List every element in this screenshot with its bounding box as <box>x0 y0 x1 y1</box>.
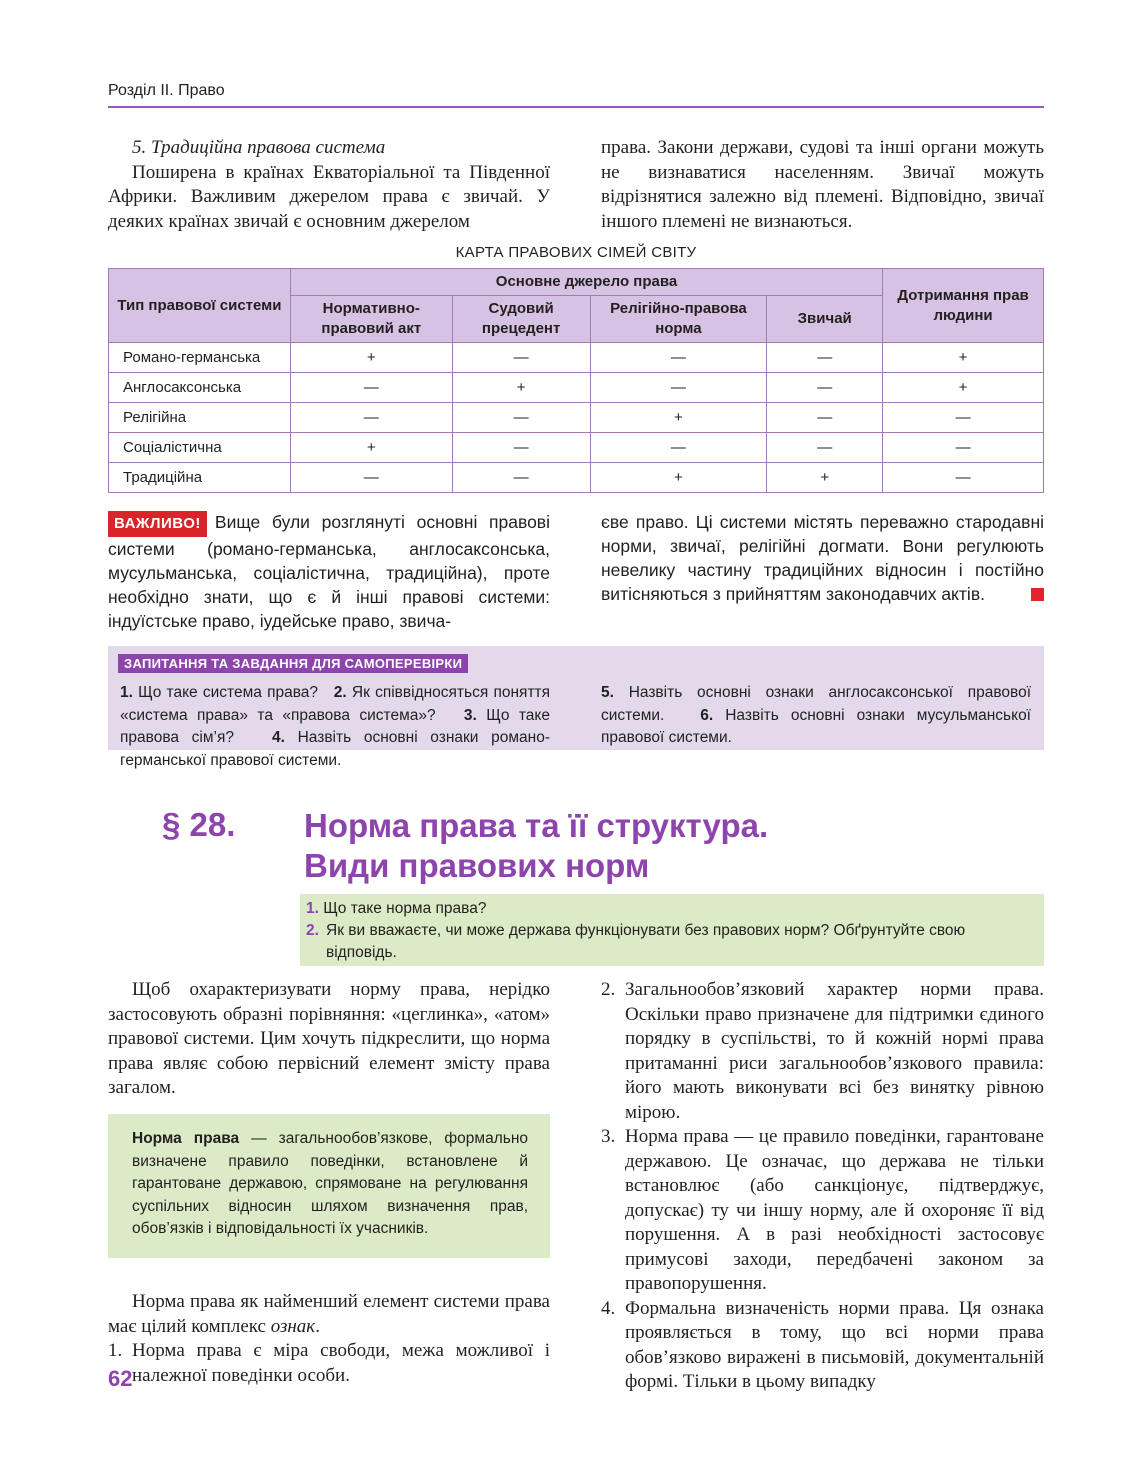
table-row <box>109 343 1044 373</box>
table-cell: — <box>290 463 452 493</box>
intro-left-column <box>108 136 550 234</box>
header-section-title: Розділ ІІ. Право <box>108 82 225 99</box>
important-right <box>601 510 1044 606</box>
table-cell: + <box>290 433 452 463</box>
body-left-column <box>108 978 550 1101</box>
selfcheck-num: 3. <box>463 706 477 724</box>
selfcheck-num: 6. <box>700 706 714 724</box>
sub-col-header: Релігійно-правова норма <box>590 296 767 343</box>
table-cell: + <box>767 463 883 493</box>
list-item <box>601 1297 1044 1395</box>
table-cell: — <box>767 403 883 433</box>
row-name: Романо-германська <box>109 343 291 373</box>
row-name: Традиційна <box>109 463 291 493</box>
selfcheck-question: Як співвідносяться поняття «система права» та «правова система»? <box>120 684 551 724</box>
legal-families-table <box>108 268 1044 493</box>
header-rule <box>108 106 1044 108</box>
section-title-line: Норма права та її структура. <box>304 807 769 844</box>
table-cell: + <box>590 403 767 433</box>
list-number: 1. <box>108 1340 123 1361</box>
col-header-group: Основне джерело права <box>290 269 882 296</box>
selfcheck-right <box>601 682 1031 750</box>
list-number: 3. <box>601 1126 616 1147</box>
table-cell: — <box>590 433 767 463</box>
table-row <box>109 373 1044 403</box>
important-left <box>108 510 550 633</box>
intro-right-text: права. Закони держави, судові та інші органи можуть не визнаватися населенням. Звичаї можуть відрізнятися залежно від племені. Відповідно, звичаї іншого племені не визнаються. <box>601 137 1044 232</box>
section-title-line: Види правових норм <box>304 847 650 884</box>
table-cell: + <box>883 373 1044 403</box>
body-emphasis: ознак <box>270 1315 316 1337</box>
running-header <box>108 82 1044 108</box>
table-cell: — <box>767 373 883 403</box>
question-item <box>306 898 1036 920</box>
table-cell: — <box>767 433 883 463</box>
selfcheck-box <box>108 646 1044 769</box>
question-text: Як ви вважаєте, чи може держава функціонувати без правових норм? Обґрунтуйте свою відповідь. <box>326 922 966 961</box>
selfcheck-left <box>120 682 550 772</box>
table-cell: — <box>290 403 452 433</box>
table-cell: — <box>452 403 590 433</box>
body-right-column <box>601 978 1044 1395</box>
col-header-rights: Дотримання прав людини <box>883 269 1044 343</box>
list-text: Формальна визначеність норми права. Ця ознака проявляється в тому, що всі норми права обов’язково виражені в письмовій, документальній формі. Тільки в цьому випадку <box>625 1297 1044 1392</box>
table-cell: — <box>590 373 767 403</box>
body-paragraph <box>108 1290 550 1339</box>
table-cell: + <box>590 463 767 493</box>
table-cell: — <box>767 343 883 373</box>
sub-col-header: Нормативно-правовий акт <box>290 296 452 343</box>
section-number: § 28. <box>162 806 236 843</box>
section-title <box>304 806 768 886</box>
important-left-text: Вище були розглянуті основні правові системи (романо-германська, англосаксонська, мусульманська, соціалістична, традиційна), проте необхідно знати, що є й інші правові системи: індуїстське право, іудейське право, звича- <box>108 512 550 631</box>
sub-col-header: Судовий прецедент <box>452 296 590 343</box>
list-text: Загальнообов’язковий характер норми права. Оскільки право призначене для підтримки єдиного порядку в суспільстві, то й кожній нормі права притаманні риси загальнообов’язкового правила: його мають виконувати всі без винятку рівною мірою. <box>625 979 1044 1123</box>
definition-text <box>132 1128 528 1241</box>
subheading-traditional-system: 5. Традиційна правова система <box>132 137 386 158</box>
table-cell: — <box>290 373 452 403</box>
body-text: . <box>315 1315 320 1337</box>
table-cell: — <box>452 343 590 373</box>
list-text: Норма права — це правило поведінки, гарантоване державою. Це означає, що держава не тільки встановлює (або санкціонує, підтверджує, допускає) ту чи іншу норму, але й охороняє її від порушення. А в разі необхідності застосовує примусові заходи, передбачені законом за правопорушення. <box>625 1126 1044 1294</box>
list-number: 2. <box>601 979 616 1000</box>
table-row <box>109 403 1044 433</box>
selfcheck-question: Що таке система права? <box>138 684 319 701</box>
row-name: Соціалістична <box>109 433 291 463</box>
question-number: 2. <box>306 922 319 939</box>
selfcheck-num: 1. <box>120 684 133 701</box>
table-cell: + <box>883 343 1044 373</box>
definition-term: Норма права <box>132 1130 240 1147</box>
selfcheck-num: 5. <box>601 684 614 701</box>
definition-body: — загальнообов’язкове, формально визначене правило поведінки, встановлене й гарантоване державою, спрямоване на регулювання суспільних відносин шляхом визначення прав, обов’язків і відповідальності їх учасників. <box>132 1130 528 1237</box>
question-number: 1. <box>306 900 319 917</box>
row-name: Релігійна <box>109 403 291 433</box>
table-cell: — <box>883 433 1044 463</box>
list-text: Норма права є міра свободи, межа можливої і належної поведінки особи. <box>132 1340 550 1386</box>
selfcheck-question: Що таке правова сім’я? <box>120 706 550 746</box>
intro-left-text: Поширена в країнах Екваторіальної та Південної Африки. Важливим джерелом права є звичай. У деяких країнах звичай є основним джерелом <box>108 161 550 232</box>
selfcheck-question: Назвіть основні ознаки мусульманської правової системи. <box>601 706 1031 746</box>
table-cell: — <box>452 463 590 493</box>
body-left-lower <box>108 1290 550 1388</box>
definition-box <box>108 1114 550 1258</box>
selfcheck-num: 2. <box>333 684 347 701</box>
table-row <box>109 433 1044 463</box>
body-paragraph: Щоб охарактеризувати норму права, нерідко застосовують образні порівняння: «цеглинка», «атом» правової системи. Цим хочуть підкреслити, що норма права являє собою первісний елемент змісту права загалом. <box>108 979 550 1098</box>
list-number: 4. <box>601 1297 616 1319</box>
table-title: КАРТА ПРАВОВИХ СІМЕЙ СВІТУ <box>455 244 697 261</box>
important-right-text: єве право. Ці системи містять переважно стародавні норми, звичаї, релігійні догмати. Вони регулюють невелику частину традиційних відносин і постійно витісняються з прийняттям законодавчих актів. <box>601 512 1044 604</box>
list-item <box>601 1125 1044 1297</box>
question-item <box>306 920 1036 964</box>
list-item <box>108 1339 550 1388</box>
table-row <box>109 463 1044 493</box>
sub-col-header: Звичай <box>767 296 883 343</box>
question-text: Що таке норма права? <box>323 900 487 917</box>
table-cell: + <box>290 343 452 373</box>
table-cell: — <box>883 463 1044 493</box>
page-number: 62 <box>108 1366 133 1391</box>
intro-right-column <box>601 136 1044 234</box>
selfcheck-num: 4. <box>271 729 285 746</box>
list-item <box>601 978 1044 1125</box>
selfcheck-question: Назвіть основні ознаки англосаксонської правової системи. <box>601 684 1031 724</box>
table-cell: — <box>883 403 1044 433</box>
table-cell: — <box>590 343 767 373</box>
table-cell: — <box>452 433 590 463</box>
col-header-type: Тип правової системи <box>109 269 291 343</box>
table-cell: + <box>452 373 590 403</box>
selfcheck-title: ЗАПИТАННЯ ТА ЗАВДАННЯ ДЛЯ САМОПЕРЕВІРКИ <box>118 654 468 673</box>
end-marker-icon <box>1031 588 1044 601</box>
body-text: Норма права як найменший елемент системи права має цілий комплекс <box>108 1291 550 1337</box>
table-header-row-1 <box>109 269 1044 296</box>
row-name: Англосаксонська <box>109 373 291 403</box>
questions-box <box>300 894 1044 966</box>
important-badge: ВАЖЛИВО! <box>108 511 207 537</box>
selfcheck-question: Назвіть основні ознаки романо-германської правової системи. <box>120 729 550 769</box>
